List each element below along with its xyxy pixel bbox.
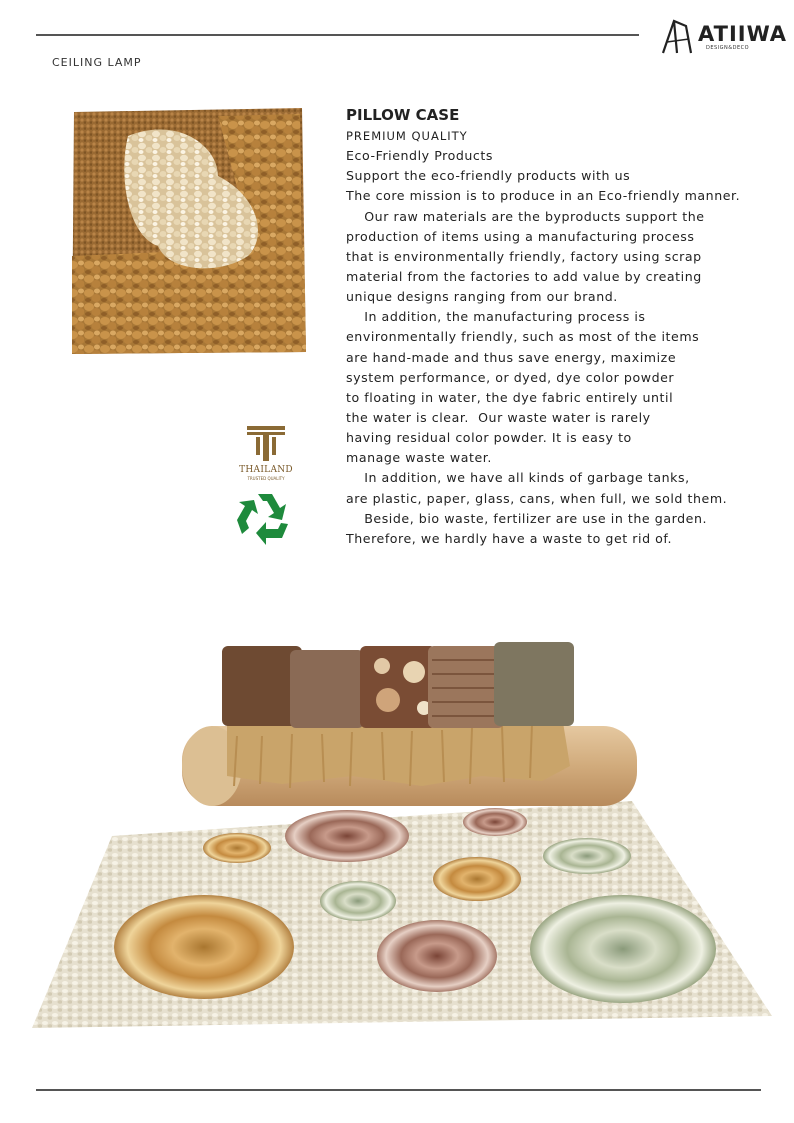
body-line: unique designs ranging from our brand.: [346, 289, 618, 305]
body-line: system performance, or dyed, dye color powder: [346, 369, 675, 385]
badge-name: THAILAND: [239, 465, 293, 475]
body-line: manage waste water.: [346, 450, 492, 466]
body-line: In addition, the manufacturing process is: [346, 309, 646, 325]
badge-subtitle: TRUSTED QUALITY: [247, 476, 285, 481]
brand-logo: [660, 18, 788, 58]
body-line: to floating in water, the dye fabric entirely until: [346, 389, 674, 405]
brand-tagline: DESIGN&DECO: [706, 45, 750, 51]
product-title: PILLOW CASE: [346, 106, 460, 124]
description-block: [346, 104, 776, 549]
body-line: environmentally friendly, such as most of the items: [346, 329, 700, 345]
body-line: are plastic, paper, glass, cans, when full, we sold them.: [346, 490, 728, 506]
body-line: The core mission is to produce in an Eco-friendly manner.: [346, 188, 741, 204]
body-line: that is environmentally friendly, factory using scrap: [346, 248, 702, 264]
body-line: are hand-made and thus save energy, maximize: [346, 349, 677, 365]
pillow-photo: [68, 106, 308, 356]
logo-mark-icon: [660, 18, 696, 56]
footer-divider: [36, 1089, 761, 1091]
room-photo: [22, 636, 774, 1036]
body-line: material from the factories to add value by creating: [346, 268, 702, 284]
recycle-icon: [236, 490, 294, 546]
body-line: the water is clear. Our waste water is rarely: [346, 409, 651, 425]
body-line: In addition, we have all kinds of garbage tanks,: [346, 470, 690, 486]
body-line: Our raw materials are the byproducts support the: [346, 208, 705, 224]
header-divider: [36, 34, 639, 36]
product-subtitle: PREMIUM QUALITY: [346, 129, 468, 143]
body-line: Beside, bio waste, fertilizer are use in the garden.: [346, 510, 708, 526]
section-label: CEILING LAMP: [52, 56, 142, 69]
brand-name: ATIIWA: [698, 22, 788, 46]
body-line: Eco-Friendly Products: [346, 148, 493, 164]
body-line: having residual color powder. It is easy to: [346, 430, 632, 446]
body-line: Support the eco-friendly products with us: [346, 168, 631, 184]
body-line: Therefore, we hardly have a waste to get rid of.: [346, 530, 673, 546]
body-line: production of items using a manufacturing process: [346, 228, 695, 244]
thailand-trust-mark-icon: [232, 424, 300, 484]
